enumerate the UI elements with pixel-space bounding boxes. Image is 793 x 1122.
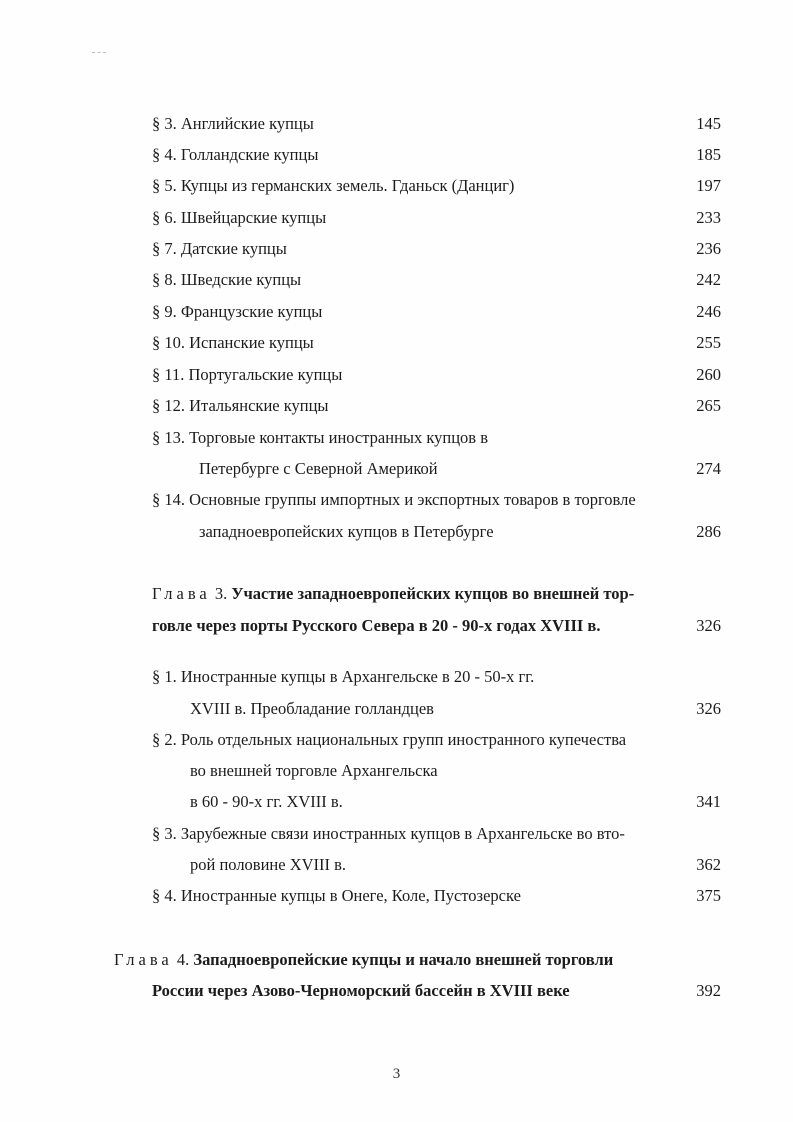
toc-entry-text: § 3. Английские купцы	[152, 114, 314, 133]
toc-entry-page: 233	[696, 208, 721, 227]
chapter-title-cont: говле через порты Русского Севера в 20 - 90-х годах XVIII в.	[152, 616, 601, 635]
toc-entry-page: 236	[696, 239, 721, 258]
chapter-number: 4.	[176, 950, 190, 969]
toc-entry-text: § 2. Роль отдельных национальных групп иностранного купечества	[152, 730, 627, 749]
toc-entry-text: § 6. Швейцарские купцы	[152, 208, 327, 227]
chapter-label: Глава	[114, 950, 173, 969]
toc-entry-page: 145	[696, 114, 721, 133]
chapter-title: Западноевропейские купцы и начало внешней торговли	[193, 950, 614, 969]
chapter-page: 392	[696, 981, 721, 1000]
toc-entry-text: § 11. Португальские купцы	[152, 365, 343, 384]
toc-entry-text: § 10. Испанские купцы	[152, 333, 314, 352]
toc-entry-text: § 1. Иностранные купцы в Архангельске в 20 - 50-х гг.	[152, 667, 535, 686]
toc-entry-page: 265	[696, 396, 721, 415]
toc-entry-page: 286	[696, 522, 721, 541]
toc-entry-text: § 4. Голландские купцы	[152, 145, 319, 164]
toc-entry-text-cont: во внешней торговле Архангельска	[190, 761, 438, 780]
toc-entry-page: 242	[696, 270, 721, 289]
toc-entry-page: 260	[696, 365, 721, 384]
toc-entry-page: 255	[696, 333, 721, 352]
toc-entry-text: § 9. Французские купцы	[152, 302, 323, 321]
toc-entry-page: 326	[696, 699, 721, 718]
toc-entry-text-cont: западноевропейских купцов в Петербурге	[199, 522, 494, 541]
toc-entry-page: 246	[696, 302, 721, 321]
toc-entry-page: 375	[696, 886, 721, 905]
chapter-title: Участие западноевропейских купцов во внешней тор-	[231, 584, 635, 603]
toc-entry-page: 185	[696, 145, 721, 164]
toc-entry-page: 341	[696, 792, 721, 811]
chapter-heading	[114, 950, 613, 970]
chapter-number: 3.	[214, 584, 228, 603]
toc-entry-text-cont: XVIII в. Преобладание голландцев	[190, 699, 434, 718]
toc-entry-page: 274	[696, 459, 721, 478]
toc-entry-text-cont: рой половине XVIII в.	[190, 855, 347, 874]
chapter-title-cont: России через Азово-Черноморский бассейн в XVIII веке	[152, 981, 570, 1000]
toc-entry-text: § 4. Иностранные купцы в Онеге, Коле, Пустозерске	[152, 886, 521, 905]
chapter-page: 326	[696, 616, 721, 635]
chapter-label: Глава	[152, 584, 211, 603]
page-number: 3	[392, 1066, 401, 1082]
toc-entry-page: 362	[696, 855, 721, 874]
toc-entry-text-cont: Петербурге с Северной Америкой	[199, 459, 438, 478]
toc-entry-text: § 3. Зарубежные связи иностранных купцов в Архангельске во вто-	[152, 824, 625, 843]
toc-entry-text: § 5. Купцы из германских земель. Гданьск (Данциг)	[152, 176, 515, 195]
toc-entry-text: § 12. Итальянские купцы	[152, 396, 329, 415]
toc-entry-text: § 14. Основные группы импортных и экспортных товаров в торговле	[152, 490, 636, 509]
toc-entry-text-cont: в 60 - 90-х гг. XVIII в.	[190, 792, 343, 811]
toc-entry-text: § 8. Шведские купцы	[152, 270, 302, 289]
chapter-heading	[152, 584, 634, 604]
toc-entry-text: § 7. Датские купцы	[152, 239, 287, 258]
toc-entry-text: § 13. Торговые контакты иностранных купцов в	[152, 428, 489, 447]
scan-mark	[92, 52, 106, 55]
toc-entry-page: 197	[696, 176, 721, 195]
